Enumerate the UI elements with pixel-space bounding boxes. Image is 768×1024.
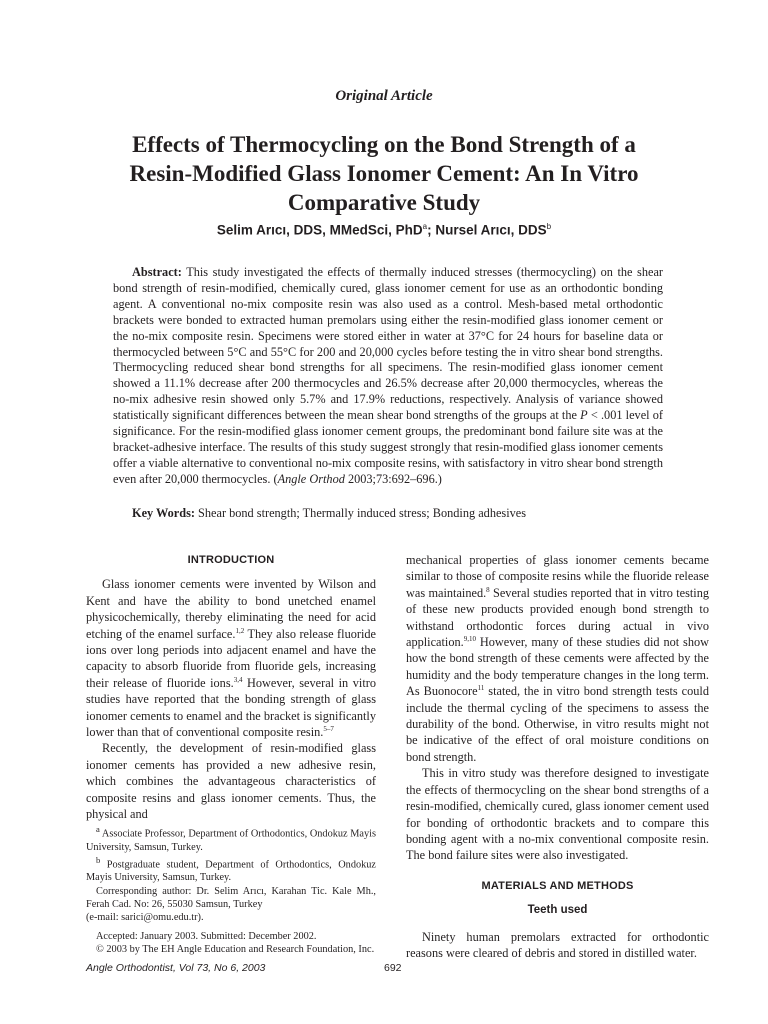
email: (e-mail: sarici@omu.edu.tr).: [86, 912, 204, 924]
reference-marker: 3,4: [233, 675, 243, 684]
paragraph-text: However, many of these studies did not show how the bond strength of these cements were affected by the humidity and the body temperature changes in the long term. As Buonocore: [406, 635, 709, 699]
footnote: [86, 854, 376, 885]
reference-marker: 9,10: [463, 634, 476, 643]
paragraph: This in vitro study was therefore designed to investigate the effects of thermocycling on the shear bond strengths of a resin-modified, chemically cured, glass ionomer cement used for bonding of orthodontic brackets and to compare this bonding agent with a no-mix conventional composite resin. The bond failure sites were also investigated.: [406, 766, 709, 863]
paragraph-text: Glass ionomer cements were invented by Wilson and Kent and have the ability to bond unetched enamel physicochemically, thereby eliminating the need for acid etching of the enamel surface.: [86, 577, 376, 641]
corresponding-author: Corresponding author: Dr. Selim Arıcı, Karahan Tic. Kale Mh., Ferah Cad. No: 26, 55030 Samsun, Turkey: [86, 885, 376, 910]
footnote-text: Postgraduate student, Department of Orthodontics, Ondokuz Mayis University, Samsun, Turkey.: [86, 859, 376, 884]
reference-marker: 5–7: [323, 724, 334, 733]
article-title: Effects of Thermocycling on the Bond Strength of a Resin-Modified Glass Ionomer Cement: An In Vitro Comparative Study: [129, 132, 639, 215]
paragraph-text: They also release fluoride ions over long periods into adjacent enamel and have the capacity to absorb fluoride from fluoride gels, increasing their release of fluoride ions.: [86, 626, 376, 690]
author-separator: ;: [427, 222, 436, 238]
right-column: [406, 552, 709, 961]
accepted-date: Accepted: January 2003. Submitted: December 2002.: [96, 931, 317, 943]
reference-marker: 1,2: [235, 626, 245, 635]
paragraph-text: stated, the in vitro bond strength tests could include the thermal cycling of the specimens to assess the durability of the bond. Otherwise, in vitro results might not be indicative of the effect of oral moisture conditions on bond strength.: [406, 684, 709, 764]
keywords-label: Key Words:: [132, 506, 195, 520]
left-column: [86, 552, 376, 823]
footnote-marker: b: [96, 854, 101, 865]
abstract-text: This study investigated the effects of thermally induced stresses (thermocycling) on the shear bond strength of resin-modified, chemically cured, glass ionomer cement for use as an orthodontic bonding agent. A conventional no-mix composite resin was also used as a control. Mesh-based metal orthodontic brackets were bonded to extracted human premolars using either the resin-modified glass ionomer cement or the no-mix composite resin. Specimens were stored either in water at 37°C for 24 hours for baseline data or thermocycled between 5°C and 55°C for 200 and 20,000 cycles before testing the in vitro shear bond strengths. Thermocycling reduced shear bond strengths for all specimens. The resin-modified glass ionomer cement showed a 11.1% decrease after 200 thermocycles and 26.5% decrease after 20,000 thermocycles, whereas the no-mix adhesive resin showed only 5.7% and 17.9% reductions, respectively. Analysis of variance showed statistically significant differences between the mean shear bond strengths of the groups at the: [113, 265, 663, 423]
author-name: Nursel Arıcı, DDS: [435, 222, 547, 238]
copyright: © 2003 by The EH Angle Education and Research Foundation, Inc.: [96, 944, 375, 956]
keywords-text: Shear bond strength; Thermally induced stress; Bonding adhesives: [194, 506, 527, 520]
reference-marker: 8: [486, 585, 490, 594]
abstract-label: Abstract:: [132, 265, 182, 279]
author-name: Selim Arıcı, DDS, MMedSci, PhD: [216, 222, 423, 238]
author-line: [0, 222, 768, 238]
section-heading-introduction: INTRODUCTION: [187, 554, 275, 566]
affiliation-marker: a: [422, 222, 428, 231]
affiliation-marker: b: [546, 222, 552, 231]
reference-marker: 11: [477, 684, 485, 693]
page-number: 692: [384, 962, 402, 974]
footnote: [86, 823, 376, 854]
abstract: [113, 265, 663, 488]
paragraph-text: However, several in vitro studies have reported that the bonding strength of glass ionomer cements to enamel and the bracket is significantly lower than that of conventional composite resin.: [86, 675, 377, 740]
footnote-marker: a: [96, 824, 100, 834]
paragraph: Ninety human premolars extracted for orthodontic reasons were cleared of debris and stored in distilled water.: [406, 929, 709, 960]
paragraph: Recently, the development of resin-modified glass ionomer cements has provided a new adhesive resin, which combines the advantageous characteristics of composite resins and glass ionomer cements. Thus, the physical and: [86, 741, 376, 822]
section-heading-methods: MATERIALS AND METHODS: [481, 879, 634, 892]
paragraph-text: mechanical properties of glass ionomer cements became similar to those of composite resins while the fluoride release was maintained.: [406, 553, 709, 600]
abstract-text: < .001 level of significance. For the resin-modified glass ionomer cement groups, the predominant bond failure site was at the bracket-adhesive interface. The results of this study suggest strongly that resin-modified glass ionomer cements offer a viable alternative to conventional no-mix composite resins, with satisfactory in vitro shear bond strength even after 20,000 thermocycles. (: [113, 408, 663, 486]
paragraph: [406, 552, 709, 765]
running-footer: Angle Orthodontist, Vol 73, No 6, 2003: [86, 962, 266, 974]
footnote-text: Associate Professor, Department of Orthodontics, Ondokuz Mayis University, Samsun, Turkey.: [86, 828, 376, 853]
article-type: Original Article: [335, 88, 433, 104]
citation-journal: Angle Orthod: [277, 471, 345, 486]
paragraph-text: Several studies reported that in vitro testing of these new products provided enough bond strength to withstand orthodontic forces during actual in vivo application.: [406, 585, 710, 650]
footnotes: [86, 823, 376, 957]
subsection-heading-teeth-used: Teeth used: [527, 904, 588, 917]
citation-details: 2003;73:692–696.): [344, 471, 442, 486]
p-value-symbol: P: [580, 408, 588, 423]
paragraph: [86, 576, 376, 740]
keywords: [132, 506, 662, 521]
